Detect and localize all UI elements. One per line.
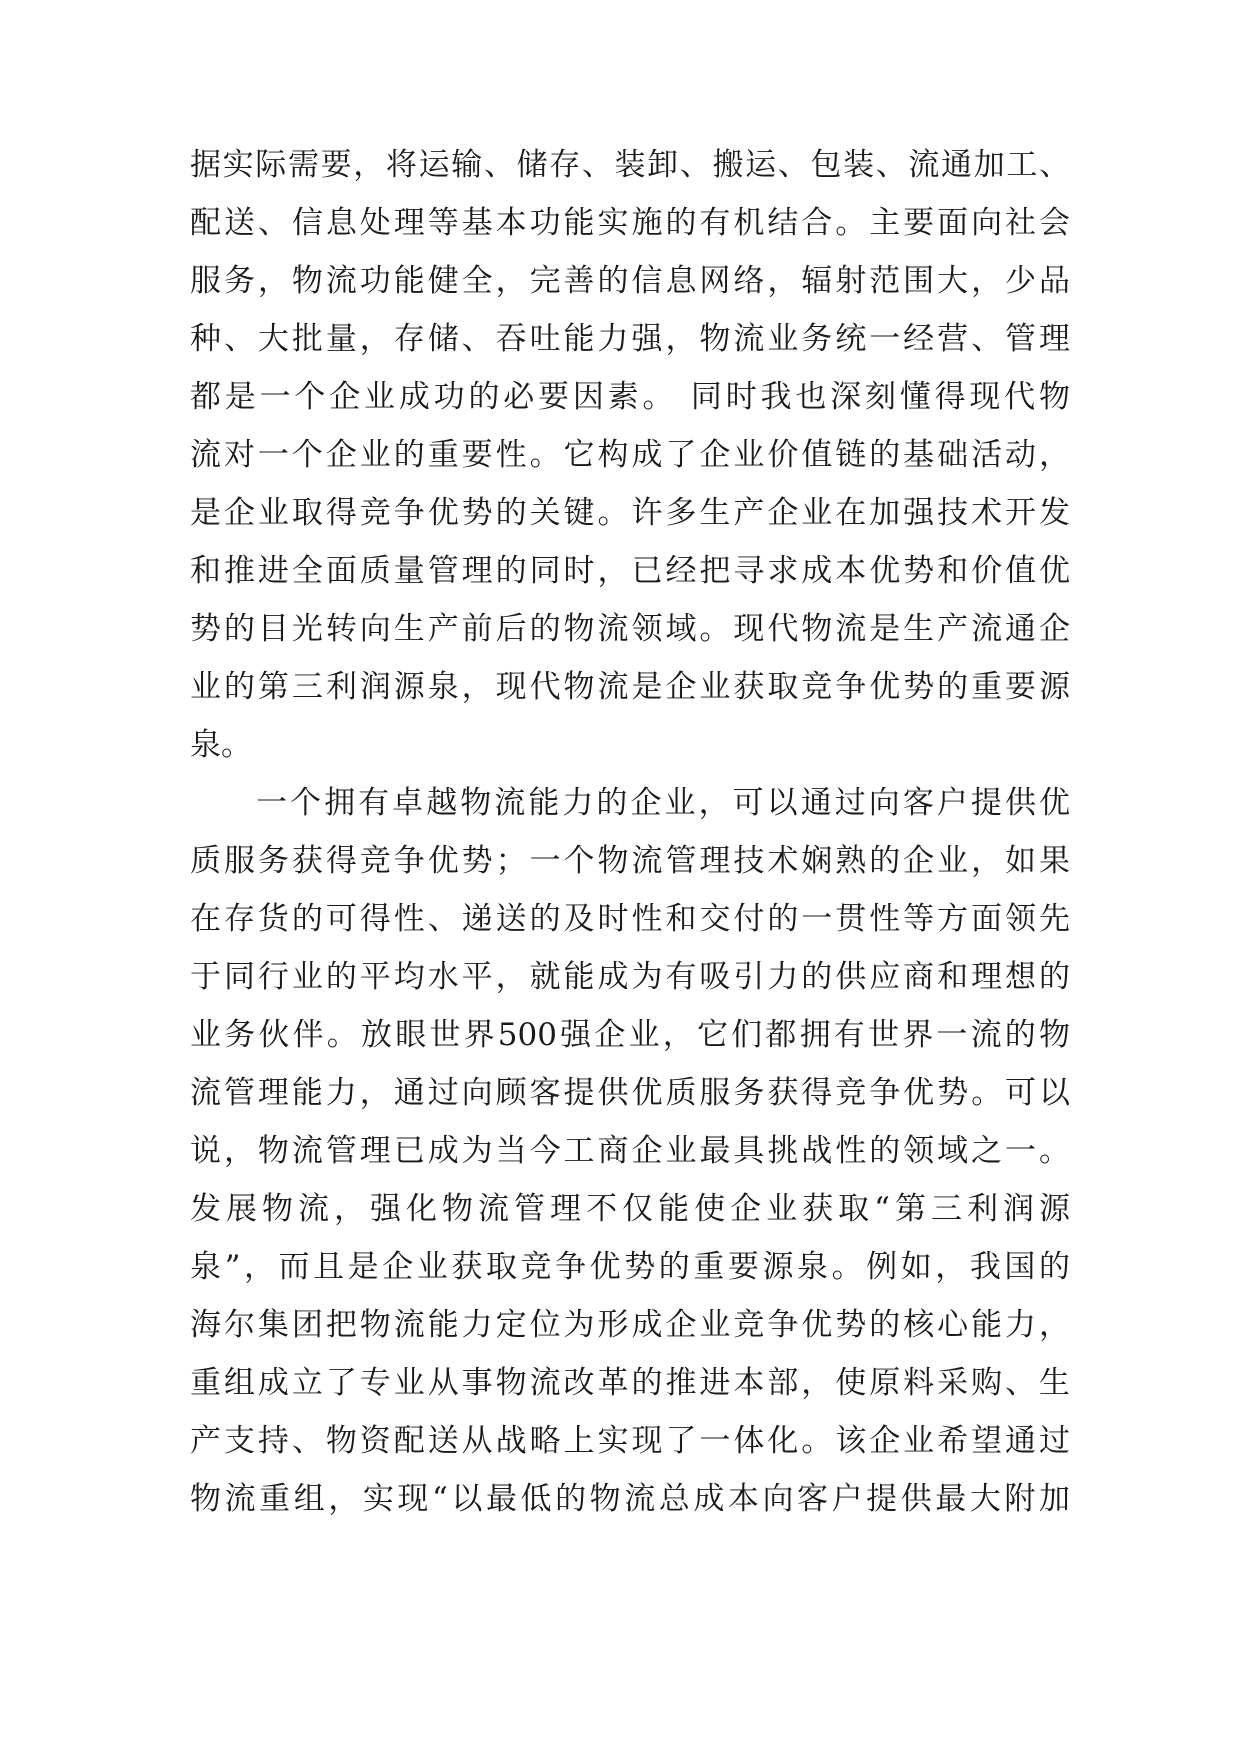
text-line: 和推进全面质量管理的同时，已经把寻求成本优势和价值优 <box>190 553 1070 589</box>
text-line: 种、大批量，存储、吞吐能力强，物流业务统一经营、管理 <box>190 321 1070 357</box>
text-line: 业务伙伴。放眼世界500强企业，它们都拥有世界一流的物 <box>190 1017 1070 1053</box>
text-line: 物流重组，实现“以最低的物流总成本向客户提供最大附加 <box>190 1481 1070 1517</box>
text-line: 业的第三利润源泉，现代物流是企业获取竞争优势的重要源 <box>190 669 1070 705</box>
text-line: 势的目光转向生产前后的物流领域。现代物流是生产流通企 <box>190 611 1070 647</box>
text-line: 流对一个企业的重要性。它构成了企业价值链的基础活动， <box>190 437 1070 473</box>
text-line: 服务，物流功能健全，完善的信息网络，辐射范围大，少品 <box>190 263 1070 299</box>
text-line: 据实际需要，将运输、储存、装卸、搬运、包装、流通加工、 <box>190 147 1070 183</box>
text-line: 产支持、物资配送从战略上实现了一体化。该企业希望通过 <box>190 1423 1070 1459</box>
text-line: 发展物流，强化物流管理不仅能使企业获取“第三利润源 <box>190 1191 1070 1227</box>
text-line: 泉”，而且是企业获取竞争优势的重要源泉。例如，我国的 <box>190 1249 1070 1285</box>
text-line: 质服务获得竞争优势；一个物流管理技术娴熟的企业，如果 <box>190 843 1070 879</box>
text-line: 流管理能力，通过向顾客提供优质服务获得竞争优势。可以 <box>190 1075 1070 1111</box>
body-text <box>190 136 1070 1528</box>
text-line: 一个拥有卓越物流能力的企业，可以通过向客户提供优 <box>256 785 1070 821</box>
text-line: 于同行业的平均水平，就能成为有吸引力的供应商和理想的 <box>190 959 1070 995</box>
text-line: 重组成立了专业从事物流改革的推进本部，使原料采购、生 <box>190 1365 1070 1401</box>
text-line: 泉。 <box>190 727 252 763</box>
text-line: 海尔集团把物流能力定位为形成企业竞争优势的核心能力， <box>190 1307 1070 1343</box>
text-line: 是企业取得竞争优势的关键。许多生产企业在加强技术开发 <box>190 495 1070 531</box>
text-line: 都是一个企业成功的必要因素。 同时我也深刻懂得现代物 <box>190 379 1070 415</box>
text-line: 配送、信息处理等基本功能实施的有机结合。主要面向社会 <box>190 205 1070 241</box>
text-line: 在存货的可得性、递送的及时性和交付的一贯性等方面领先 <box>190 901 1070 937</box>
text-line: 说，物流管理已成为当今工商企业最具挑战性的领域之一。 <box>190 1133 1070 1169</box>
